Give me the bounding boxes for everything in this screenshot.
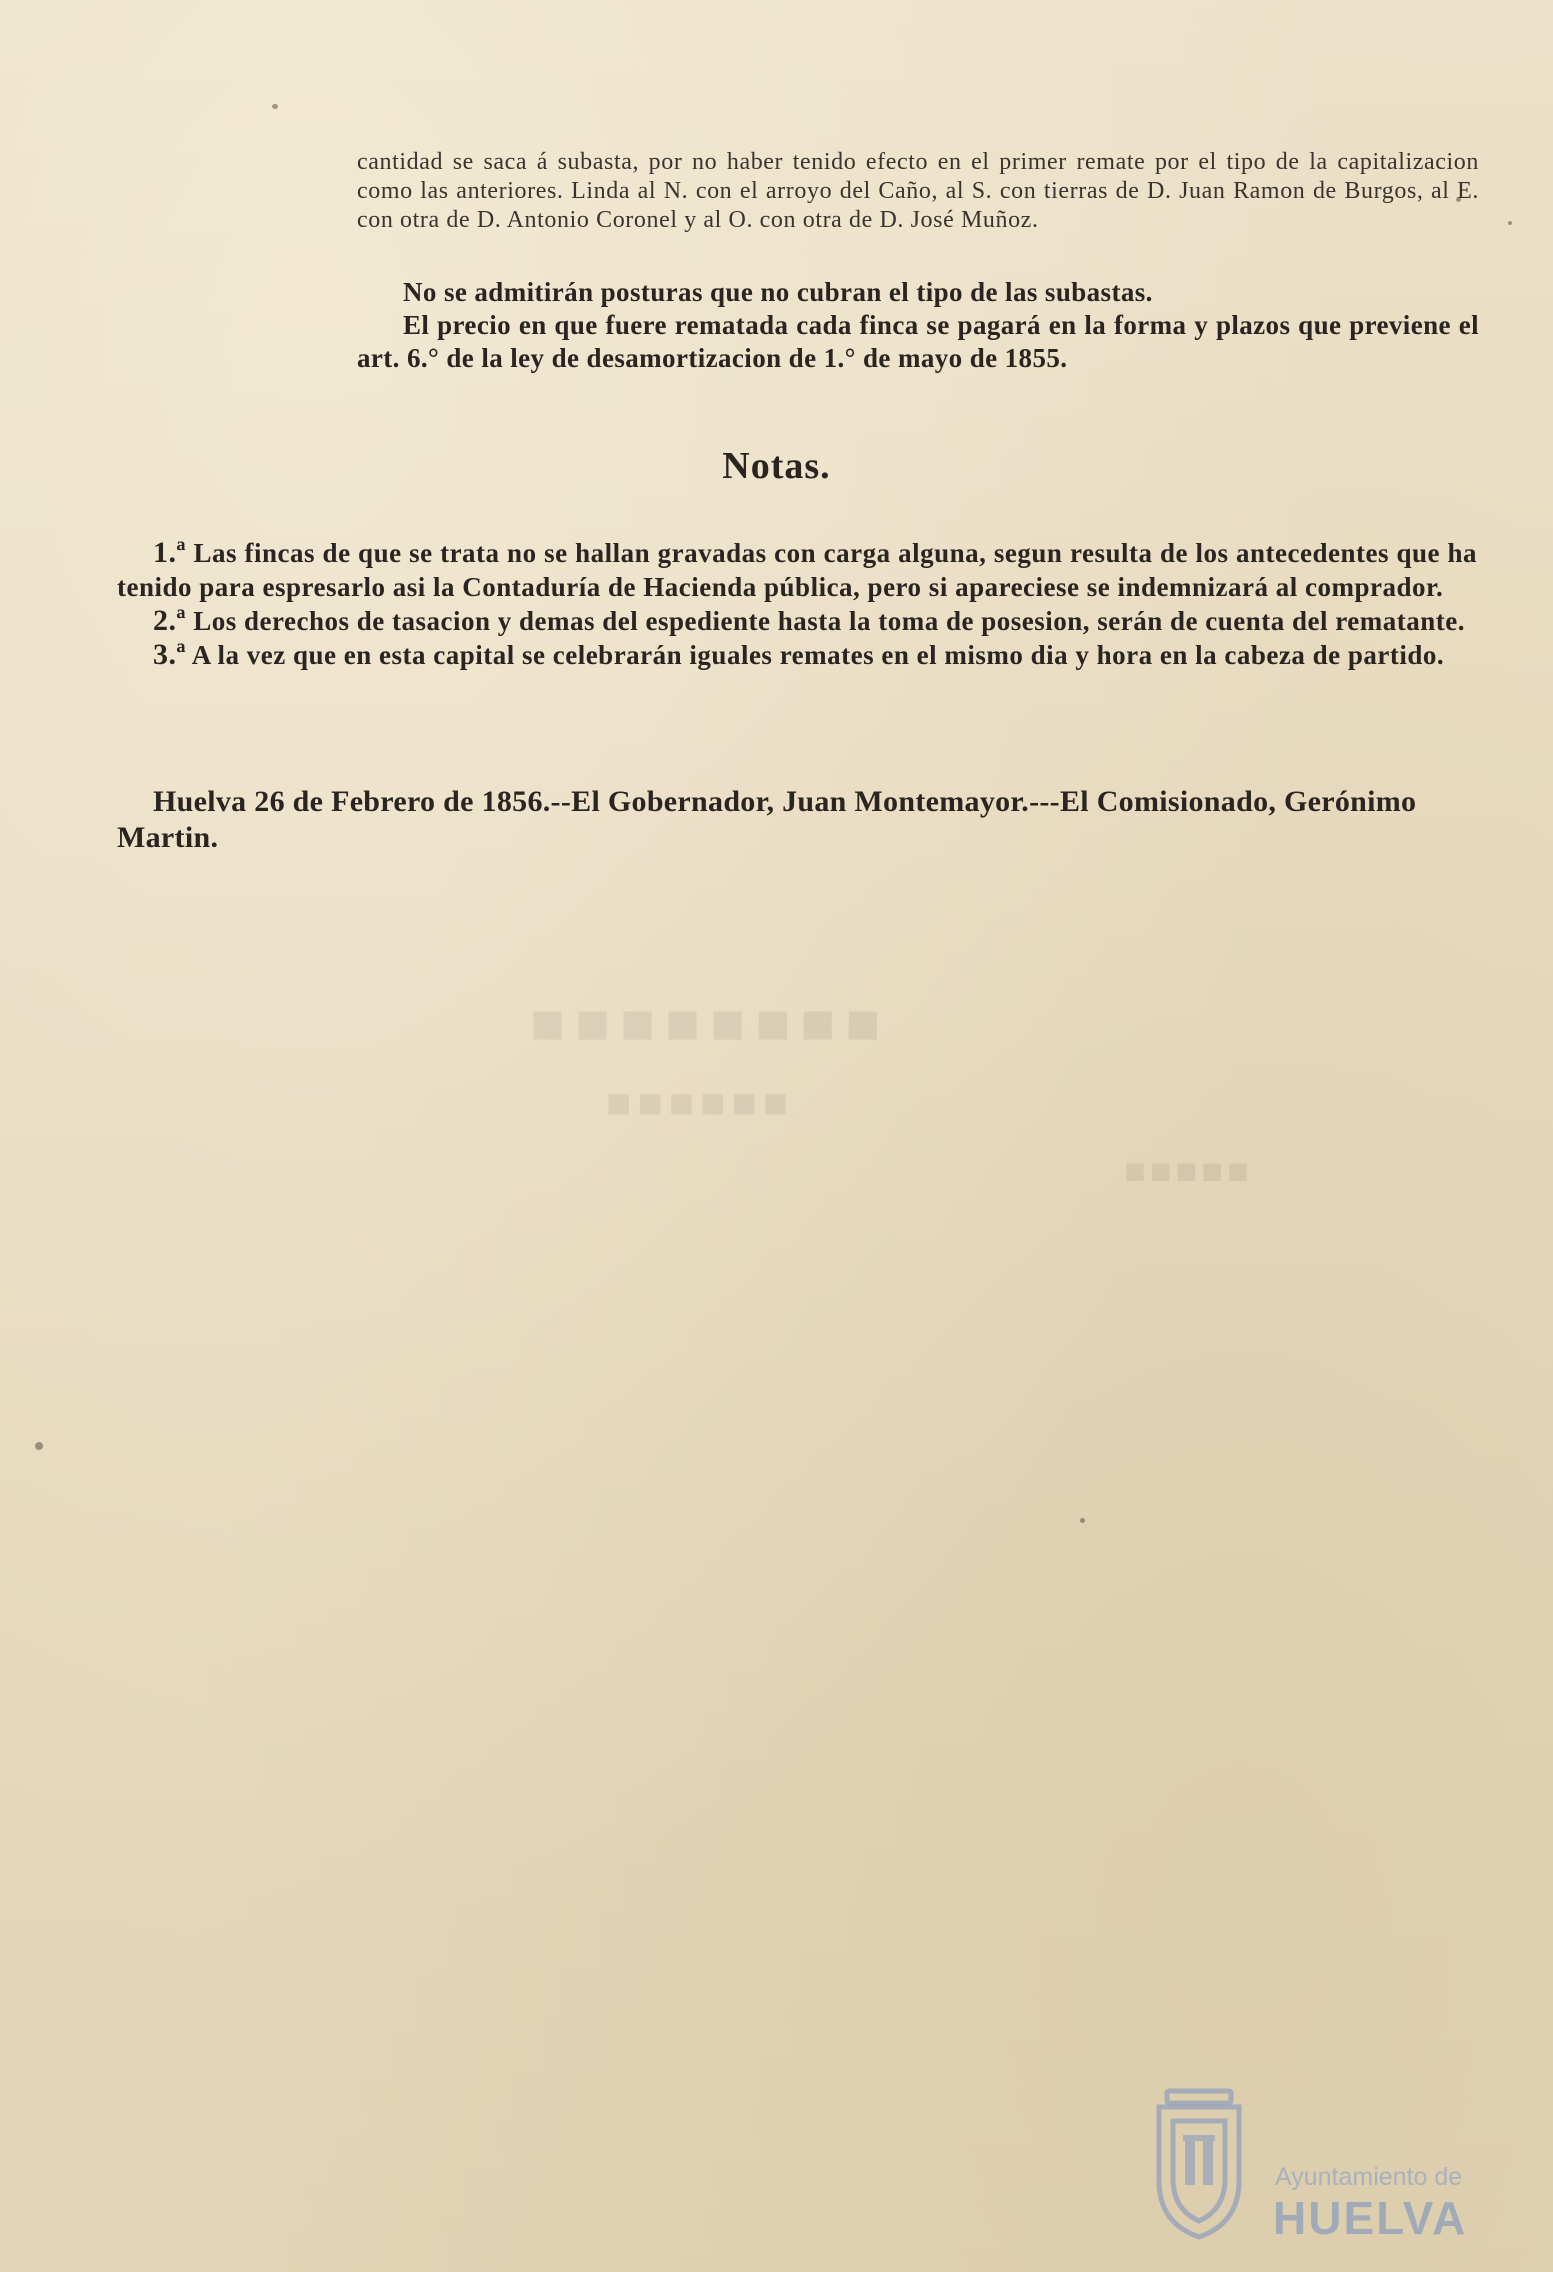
note-text: Las fincas de que se trata no se hallan gravadas con carga alguna, segun resulta de los antecedentes que ha tenido para espresarlo asi la Contaduría de Hacienda pública, pero si apareciese se indemnizará al comprador. bbox=[117, 538, 1478, 602]
paper-speck bbox=[1508, 221, 1512, 225]
lot-description-continuation bbox=[357, 148, 1479, 235]
note-text: Los derechos de tasacion y demas del espediente hasta la toma de posesion, serán de cuenta del rematante. bbox=[193, 606, 1465, 636]
note-item bbox=[117, 604, 1477, 638]
watermark-line-1: Ayuntamiento de bbox=[1275, 2163, 1463, 2191]
auction-clauses bbox=[357, 276, 1479, 375]
paper-speck bbox=[1080, 1518, 1085, 1523]
paper-speck bbox=[35, 1442, 43, 1450]
clause-payment-terms: El precio en que fuere rematada cada finca se pagará en la forma y plazos que previene el art. 6.° de la ley de desamortizacion de 1.° de mayo de 1855. bbox=[357, 310, 1479, 373]
show-through-shadow: ■■■■■ bbox=[1120, 1151, 1249, 1191]
note-text: A la vez que en esta capital se celebrarán iguales remates en el mismo dia y hora en la cabeza de partido. bbox=[191, 640, 1445, 670]
note-number: 2.ª bbox=[153, 604, 186, 637]
watermark-line-2: HUELVA bbox=[1273, 2192, 1468, 2244]
paper-speck bbox=[272, 104, 278, 109]
note-number: 3.ª bbox=[153, 638, 186, 671]
archive-watermark bbox=[1135, 2085, 1475, 2245]
continuation-paragraph: cantidad se saca á subasta, por no haber tenido efecto en el primer remate por el tipo de la capitalizacion como las anteriores. Linda al N. con el arroyo del Caño, al S. con tierras de D. Juan Ramon de Burgos, al E. con otra de D. Antonio Coronel y al O. con otra de D. José Muñoz. bbox=[357, 149, 1479, 233]
signature-line: Huelva 26 de Febrero de 1856.--El Gobernador, Juan Montemayor.---El Comisionado, Gerónimo Martin. bbox=[117, 785, 1417, 854]
notes-heading: Notas. bbox=[722, 445, 831, 487]
note-item bbox=[117, 638, 1477, 672]
note-item bbox=[117, 536, 1477, 604]
show-through-shadow: ■■■■■■ bbox=[600, 1081, 789, 1127]
city-crest-icon bbox=[1139, 2085, 1259, 2245]
date-and-signature bbox=[117, 784, 1477, 856]
clause-minimum-bid: No se admitirán posturas que no cubran el tipo de las subastas. bbox=[403, 277, 1153, 307]
notes-list bbox=[117, 536, 1477, 672]
note-number: 1.ª bbox=[153, 536, 186, 569]
show-through-shadow: ■■■■■■■■ bbox=[520, 991, 881, 1056]
